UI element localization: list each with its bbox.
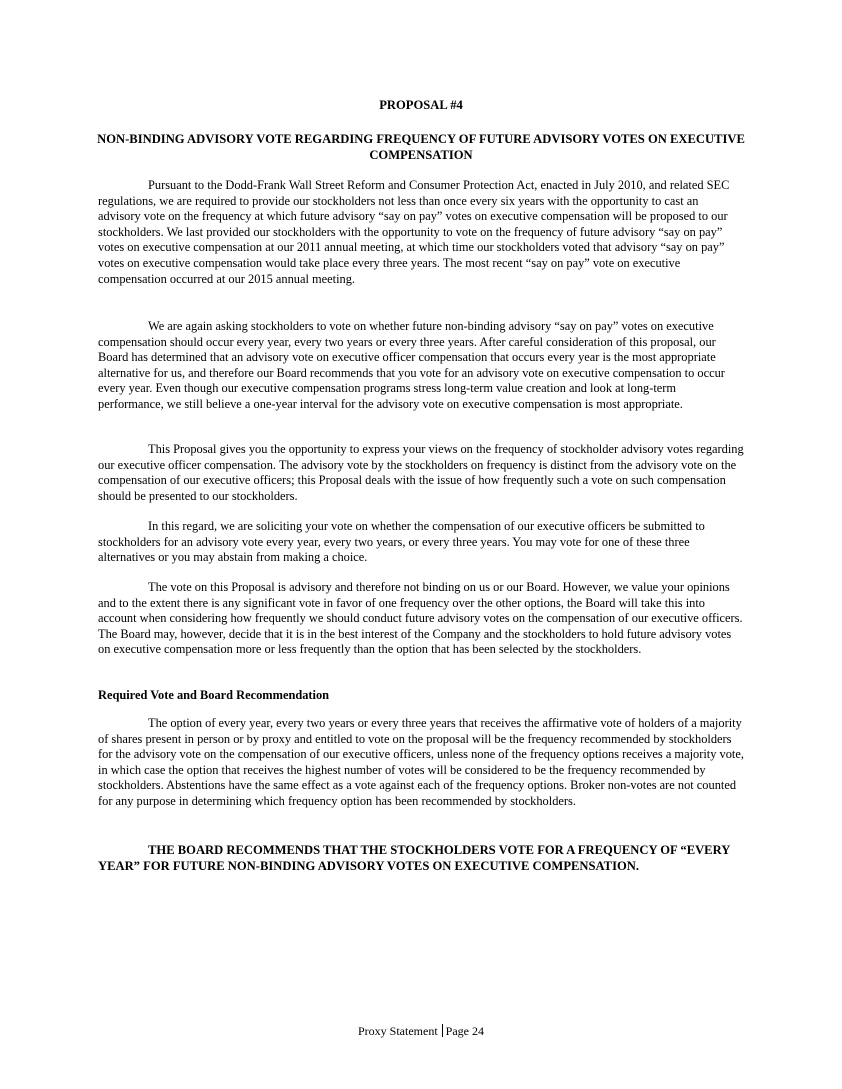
paragraph-required-vote: The option of every year, every two years or every three years that receives the affirmative vote of holders of a majority of shares present in person or by proxy and entitled to vote on the proposal will be the frequency recommended by stockholders for the advisory vote on the compensation of our executive officers, unless none of the frequency options receives a majority vote, in which case the option that receives the highest number of votes will be considered to be the frequency recommended by stockholders. Abstentions have the same effect as a vote against each of the frequency options. Broker non-votes are not counted for any purpose in determining which frequency option has been recommended by stockholders. — [98, 716, 744, 808]
board-recommendation: THE BOARD RECOMMENDS THAT THE STOCKHOLDERS VOTE FOR A FREQUENCY OF “EVERY YEAR” FOR FUTURE NON-BINDING ADVISORY VOTES ON EXECUTIVE COMPENSATION. — [98, 843, 730, 873]
proposal-subtitle: NON-BINDING ADVISORY VOTE REGARDING FREQUENCY OF FUTURE ADVISORY VOTES ON EXECUTIVE COMPENSATION — [97, 132, 745, 162]
footer-page-number: Page 24 — [445, 1024, 484, 1038]
footer-label: Proxy Statement — [358, 1024, 438, 1038]
paragraph-frequency-request: We are again asking stockholders to vote on whether future non-binding advisory “say on pay” votes on executive compensation should occur every year, every two years or every three years. After careful consideration of this proposal, our Board has determined that an advisory vote on executive officer compensation that occurs every year is the most appropriate alternative for us, and therefore our Board recommends that you vote for an advisory vote on executive compensation to occur every year. Even though our executive compensation programs stress long-term value creation and look at long-term performance, we still believe a one-year interval for the advisory vote on executive compensation is most appropriate. — [98, 319, 725, 411]
paragraph-advisory-nature: The vote on this Proposal is advisory and therefore not binding on us or our Board. However, we value your opinions and to the extent there is any significant vote in favor of one frequency over the other options, the Board will take this into account when considering how frequently we should conduct future advisory votes on the compensation of our executive officers. The Board may, however, decide that it is in the best interest of the Company and the stockholders to hold future advisory votes on executive compensation more or less frequently than the option that has been selected by the stockholders. — [98, 580, 743, 657]
paragraph-opportunity: This Proposal gives you the opportunity to express your views on the frequency of stockholder advisory votes regarding our executive officer compensation. The advisory vote by the stockholders on frequency is distinct from the advisory vote on the compensation of our executive officers; this Proposal deals with the issue of how frequently such a vote on such compensation should be presented to our stockholders. — [98, 442, 744, 503]
paragraph-soliciting-vote: In this regard, we are soliciting your vote on whether the compensation of our executive officers be submitted to stockholders for an advisory vote every year, every two years, or every three years. You may vote for one of these three alternatives or you may abstain from making a choice. — [98, 519, 705, 565]
footer-separator — [442, 1024, 443, 1037]
section-heading-required-vote: Required Vote and Board Recommendation — [98, 688, 330, 702]
paragraph-dodd-frank: Pursuant to the Dodd-Frank Wall Street Reform and Consumer Protection Act, enacted in July 2010, and related SEC regulations, we are required to provide our stockholders not less than once every six years with the opportunity to cast an advisory vote on the frequency at which future advisory “say on pay” votes on executive compensation will be proposed to our stockholders. We last provided our stockholders with the opportunity to vote on the frequency of future advisory “say on pay” votes on executive compensation at our 2011 annual meeting, at which time our stockholders voted that advisory “say on pay” votes on executive compensation would take place every three years. The most recent “say on pay” vote on executive compensation occurred at our 2015 annual meeting. — [98, 178, 730, 286]
page-footer — [0, 1024, 842, 1040]
proposal-title: PROPOSAL #4 — [379, 98, 463, 112]
